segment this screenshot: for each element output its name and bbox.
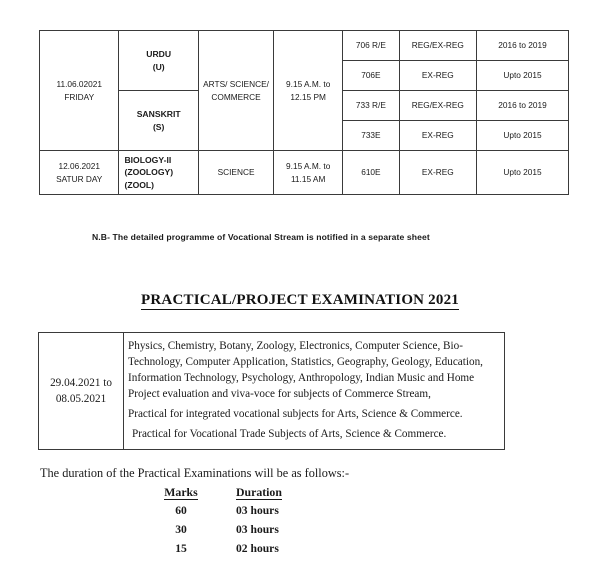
paper-code: 610E <box>343 151 399 195</box>
paper-category: REG/EX-REG <box>399 31 476 61</box>
marks-value: 30 <box>175 523 187 536</box>
column-header-duration <box>222 484 334 501</box>
marks-value: 60 <box>175 504 187 517</box>
exam-subject-cell-biology <box>119 151 198 195</box>
exam-subject-cell-urdu <box>119 31 198 91</box>
duration-intro-text: The duration of the Practical Examinations will be as follows:- <box>40 466 350 480</box>
table-header-row <box>140 484 334 501</box>
exam-stream-cell <box>198 31 273 151</box>
paper-code: 733 R/E <box>343 91 399 121</box>
practical-examination-table <box>38 332 505 450</box>
exam-date: 12.06.2021 <box>58 161 100 172</box>
paper-category: REG/EX-REG <box>399 91 476 121</box>
practical-date-cell <box>39 333 124 450</box>
paper-years: Upto 2015 <box>476 121 568 151</box>
table-row <box>140 520 334 539</box>
subject-line: Information Technology, Psychology, Anthropology, Indian Music and Home <box>128 372 475 385</box>
marks-value: 15 <box>175 542 187 555</box>
subject-name: URDU <box>146 49 172 60</box>
paper-years: 2016 to 2019 <box>476 91 568 121</box>
table-row <box>40 151 569 195</box>
exam-time-cell <box>274 151 343 195</box>
exam-day: SATUR DAY <box>56 173 103 184</box>
subject-line: Project evaluation and viva-voce for subjects of Commerce Stream, <box>128 388 431 400</box>
paper-years: Upto 2015 <box>476 61 568 91</box>
subject-code-short: (ZOOL) <box>124 179 155 190</box>
table-row <box>40 31 569 61</box>
practical-date-from: 29.04.2021 to <box>50 376 112 389</box>
practical-subjects-cell <box>124 333 505 450</box>
stream-line-1: ARTS/ SCIENCE/ <box>203 79 269 90</box>
paper-years: 2016 to 2019 <box>476 31 568 61</box>
practical-extra-line-1: Practical for integrated vocational subjects for Arts, Science & Commerce. <box>128 407 463 420</box>
column-header-duration-text: Duration <box>236 485 282 499</box>
table-row <box>39 333 505 450</box>
time-line-1: 9.15 A.M. to <box>286 79 331 90</box>
exam-date-cell <box>40 151 119 195</box>
column-header-marks-text: Marks <box>164 485 198 499</box>
time-line-2: 12.15 PM <box>290 91 326 102</box>
subject-name: SANSKRIT <box>136 109 181 120</box>
duration-value: 03 hours <box>236 523 279 536</box>
page-title <box>0 292 600 309</box>
time-line-1: 9.15 A.M. to <box>286 161 331 172</box>
exam-schedule-table <box>39 30 569 195</box>
paper-code: 733E <box>343 121 399 151</box>
practical-date-to: 08.05.2021 <box>55 393 107 405</box>
exam-date: 11.06.02021 <box>56 79 102 90</box>
paper-code: 706E <box>343 61 399 91</box>
nb-note: N.B- The detailed programme of Vocational Stream is notified in a separate sheet <box>92 232 430 242</box>
paper-category: EX-REG <box>399 151 476 195</box>
page-title-text: PRACTICAL/PROJECT EXAMINATION 2021 <box>141 292 459 308</box>
paper-code: 706 R/E <box>343 31 399 61</box>
practical-extra-line-2: Practical for Vocational Trade Subjects of Arts, Science & Commerce. <box>132 427 447 440</box>
table-row <box>140 501 334 520</box>
stream-line-2: COMMERCE <box>211 91 261 102</box>
paper-years: Upto 2015 <box>476 151 568 195</box>
paper-category: EX-REG <box>399 121 476 151</box>
time-line-2: 11.15 AM <box>290 173 326 184</box>
duration-value: 02 hours <box>236 542 279 555</box>
subject-code-short: (S) <box>152 121 165 132</box>
subject-line: Physics, Chemistry, Botany, Zoology, Electronics, Computer Science, Bio- <box>128 340 463 353</box>
subject-line: Technology, Computer Application, Statistics, Geography, Geology, Education, <box>128 356 483 369</box>
exam-date-cell <box>40 31 119 151</box>
marks-duration-table <box>140 484 334 558</box>
column-header-marks <box>140 484 222 501</box>
table-row <box>140 539 334 558</box>
exam-time-cell <box>274 31 343 151</box>
exam-day: FRIDAY <box>64 91 95 102</box>
subject-name: BIOLOGY-II <box>124 154 172 165</box>
paper-category: EX-REG <box>399 61 476 91</box>
exam-stream-cell: SCIENCE <box>198 151 273 195</box>
subject-code-short: (U) <box>152 61 165 72</box>
exam-subject-cell-sanskrit <box>119 91 198 151</box>
subject-detail: (ZOOLOGY) <box>124 167 174 178</box>
duration-value: 03 hours <box>236 504 279 517</box>
